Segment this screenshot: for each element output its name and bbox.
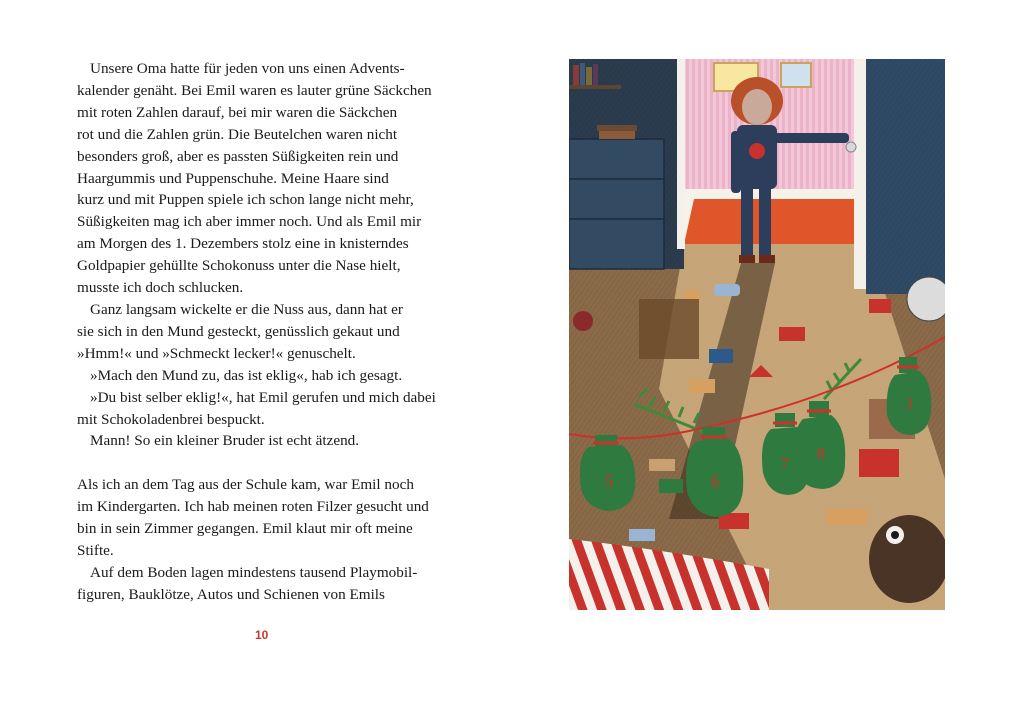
text-line: sie sich in den Mund gesteckt, genüsslich gekaut und bbox=[77, 322, 400, 340]
illustration bbox=[569, 59, 945, 610]
paragraph-gap bbox=[77, 452, 457, 474]
text-line: mit Schokoladenbrei bespuckt. bbox=[77, 410, 265, 428]
book bbox=[586, 67, 592, 85]
text-line: Als ich an dem Tag aus der Schule kam, war Emil noch bbox=[77, 476, 414, 494]
text-line: Goldpapier gehüllte Schokonuss unter die Nase hielt, bbox=[77, 257, 401, 275]
teddy-pupil bbox=[891, 531, 899, 539]
book bbox=[593, 64, 598, 85]
text-line: figuren, Bauklötze, Autos und Schienen von Emils bbox=[77, 585, 385, 603]
block bbox=[859, 449, 899, 477]
text-line: kalender genäht. Bei Emil waren es lauter grüne Säckchen bbox=[77, 81, 432, 99]
text-line: Süßigkeiten mag ich aber immer noch. Und als Emil mir bbox=[77, 213, 422, 231]
text-line: Unsere Oma hatte für jeden von uns einen Advents- bbox=[90, 60, 405, 77]
page-number: 10 bbox=[255, 628, 269, 642]
illustration-canvas bbox=[569, 59, 945, 610]
door-frame bbox=[677, 59, 685, 249]
door-panel-texture bbox=[866, 59, 945, 294]
dresser bbox=[569, 139, 664, 269]
story-text bbox=[77, 58, 457, 606]
block bbox=[709, 349, 733, 363]
ball bbox=[573, 311, 593, 331]
text-line: bin in sein Zimmer gegangen. Emil klaut mir oft meine bbox=[77, 520, 413, 538]
text-line: »Hmm!« und »Schmeckt lecker!« genuschelt. bbox=[77, 344, 356, 362]
text-line: »Du bist selber eklig!«, hat Emil gerufen und mich dabei bbox=[90, 388, 436, 406]
text-line: »Mach den Mund zu, das ist eklig«, hab ich gesagt. bbox=[90, 366, 403, 384]
toy-car bbox=[714, 284, 740, 296]
book bbox=[573, 65, 579, 85]
sack-number: 6 bbox=[710, 471, 720, 491]
text-line: Haargummis und Puppenschuhe. Meine Haare sind bbox=[77, 169, 389, 187]
block bbox=[659, 479, 683, 493]
text-line: kurz und mit Puppen spiele ich schon lange nicht mehr, bbox=[77, 191, 414, 209]
block-tower bbox=[639, 299, 699, 359]
box-on-dresser bbox=[599, 131, 635, 139]
text-line: mit roten Zahlen darauf, bei mir waren die Säckchen bbox=[77, 103, 398, 121]
text-line: musste ich doch schlucken. bbox=[77, 279, 244, 297]
block bbox=[779, 327, 805, 341]
picture-frame bbox=[781, 63, 811, 87]
book bbox=[580, 63, 585, 85]
sack-number: 8 bbox=[816, 444, 826, 463]
text-line: Mann! So ein kleiner Bruder ist echt ätzend. bbox=[90, 432, 360, 450]
text-line: rot und die Zahlen grün. Die Beutelchen waren nicht bbox=[77, 125, 398, 143]
text-line: im Kindergarten. Ich hab meinen roten Filzer gesucht und bbox=[77, 498, 429, 516]
text-line: am Morgen des 1. Dezembers stolz eine in knisterndes bbox=[77, 235, 409, 253]
door-handle bbox=[846, 142, 856, 152]
text-line: Stifte. bbox=[77, 541, 114, 559]
box-on-dresser bbox=[597, 125, 637, 131]
text-line: Auf dem Boden lagen mindestens tausend Playmobil- bbox=[90, 563, 418, 581]
sack-number: 7 bbox=[780, 454, 790, 473]
sack-number: 5 bbox=[604, 471, 614, 491]
shelf bbox=[569, 85, 621, 89]
block bbox=[869, 299, 891, 313]
door bbox=[854, 59, 866, 289]
soccer-ball bbox=[907, 277, 945, 321]
text-line: besonders groß, aber es passten Süßigkeiten rein und bbox=[77, 147, 399, 165]
block bbox=[827, 509, 867, 525]
block bbox=[689, 379, 715, 393]
toy-figure bbox=[629, 529, 655, 541]
toy-car bbox=[649, 459, 675, 471]
sack-number: 3 bbox=[905, 396, 913, 413]
text-line: Ganz langsam wickelte er die Nuss aus, dann hat er bbox=[90, 300, 403, 318]
hallway-rug bbox=[684, 199, 869, 244]
